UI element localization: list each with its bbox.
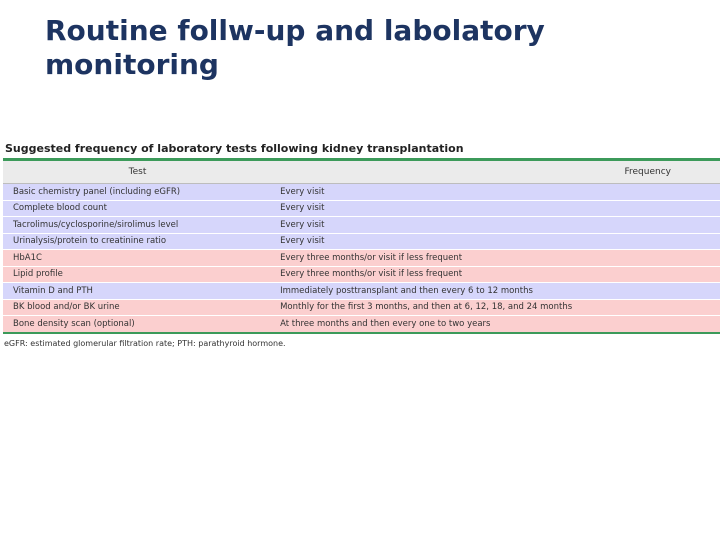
lab-tests-table-block [3,141,720,348]
test-cell: Urinalysis/protein to creatinine ratio [3,233,272,250]
table-row [3,316,720,333]
table-header-row [3,160,720,184]
column-header-frequency: Frequency [272,160,720,184]
table-row [3,299,720,316]
frequency-cell: Every visit [272,217,720,234]
frequency-cell: At three months and then every one to two years [272,316,720,333]
frequency-cell: Every three months/or visit if less frequent [272,250,720,267]
frequency-cell: Every visit [272,233,720,250]
frequency-cell: Every visit [272,184,720,201]
test-cell: Basic chemistry panel (including eGFR) [3,184,272,201]
table-row [3,250,720,267]
column-header-test: Test [3,160,272,184]
table-row [3,217,720,234]
table-footnote: eGFR: estimated glomerular filtration rate; PTH: parathyroid hormone. [4,338,286,348]
test-cell: BK blood and/or BK urine [3,299,272,316]
table-row [3,184,720,201]
test-cell: Vitamin D and PTH [3,283,272,300]
test-cell: Complete blood count [3,200,272,217]
table-row [3,233,720,250]
table-row [3,200,720,217]
frequency-cell: Immediately posttransplant and then every 6 to 12 months [272,283,720,300]
frequency-cell: Every visit [272,200,720,217]
test-cell: Lipid profile [3,266,272,283]
test-cell: Tacrolimus/cyclosporine/sirolimus level [3,217,272,234]
frequency-cell: Every three months/or visit if less frequent [272,266,720,283]
frequency-cell: Monthly for the first 3 months, and then at 6, 12, 18, and 24 months [272,299,720,316]
lab-tests-table [3,158,720,334]
table-row [3,283,720,300]
slide-title: Routine follw-up and labolatory monitoring [45,14,545,81]
table-caption: Suggested frequency of laboratory tests following kidney transplantation [5,142,464,155]
test-cell: HbA1C [3,250,272,267]
test-cell: Bone density scan (optional) [3,316,272,333]
table-row [3,266,720,283]
